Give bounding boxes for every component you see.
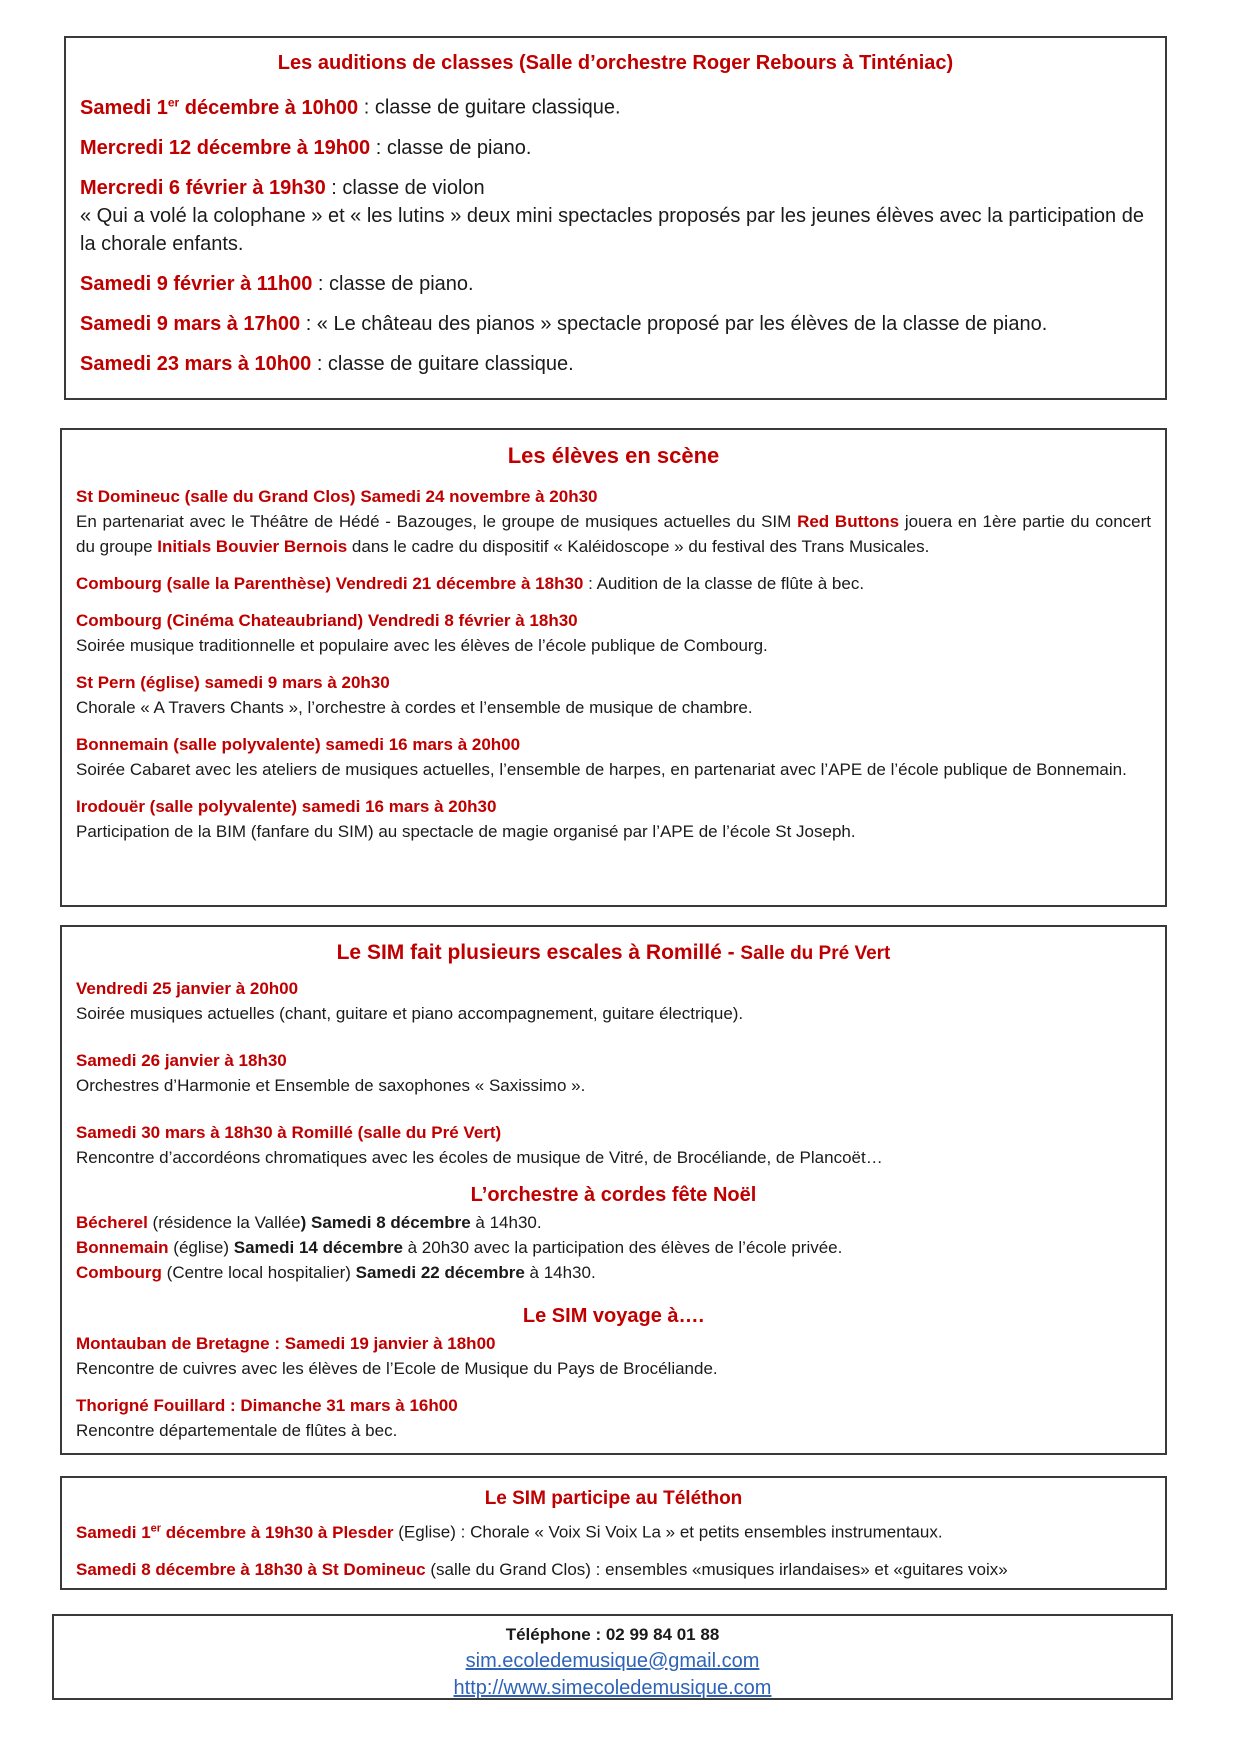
audition-item — [80, 88, 1151, 122]
audition-date: Samedi 23 mars à 10h00 — [80, 352, 312, 375]
event-item — [76, 732, 1151, 782]
event-head: Bonnemain (salle polyvalente) samedi 16 mars à 20h00 — [76, 735, 521, 754]
event-item — [76, 484, 1151, 559]
audition-item — [80, 134, 1151, 162]
phone-number: Téléphone : 02 99 84 01 88 — [505, 1625, 720, 1644]
event-item — [76, 670, 1151, 720]
event-desc: jouera en 1ère partie du concert du groupe — [76, 512, 1151, 556]
event-item — [76, 1048, 1151, 1098]
event-desc: Soirée musique traditionnelle et populaire avec les élèves de l’école publique de Combourg. — [76, 636, 768, 655]
auditions-section — [64, 36, 1167, 400]
auditions-title: Les auditions de classes (Salle d’orchestre Roger Rebours à Tinténiac) — [277, 52, 954, 74]
audition-desc: : « Le château des pianos » spectacle proposé par les élèves de la classe de piano. — [300, 312, 1048, 335]
audition-desc: : classe de piano. — [370, 136, 532, 159]
event-desc: Orchestres d’Harmonie et Ensemble de saxophones « Saxissimo ». — [76, 1076, 586, 1095]
event-item — [76, 1331, 1151, 1381]
event-item — [76, 1120, 1151, 1170]
event-desc: Chorale « A Travers Chants », l’orchestre à cordes et l’ensemble de musique de chambre. — [76, 698, 753, 717]
band-name: Red Buttons — [797, 512, 900, 531]
noel-title: L’orchestre à cordes fête Noël — [470, 1184, 757, 1206]
band-name: Initials Bouvier Bernois — [157, 537, 348, 556]
event-head: Irodouër (salle polyvalente) samedi 16 mars à 20h30 — [76, 797, 497, 816]
audition-desc: : classe de guitare classique. — [311, 352, 574, 375]
telethon-title: Le SIM participe au Téléthon — [484, 1488, 743, 1509]
event-head: Samedi 26 janvier à 18h30 — [76, 1051, 287, 1070]
event-item — [76, 608, 1151, 658]
event-item — [76, 1393, 1151, 1443]
event-desc: Rencontre de cuivres avec les élèves de l’Ecole de Musique du Pays de Brocéliande. — [76, 1359, 718, 1378]
event-head: Thorigné Fouillard : Dimanche 31 mars à 16h00 — [76, 1396, 458, 1415]
romille-title: Le SIM fait plusieurs escales à Romillé - Salle du Pré Vert — [336, 941, 891, 964]
audition-desc: : classe de guitare classique. — [358, 96, 621, 119]
audition-item — [80, 310, 1151, 338]
eleves-section — [60, 428, 1167, 907]
audition-date: Samedi 1er décembre à 10h00 — [80, 95, 359, 119]
audition-item — [80, 350, 1151, 378]
audition-extra: « Qui a volé la colophane » et « les lutins » deux mini spectacles proposés par les jeunes élèves avec la participation de la chorale enfants. — [80, 204, 1144, 255]
event-desc: Soirée musiques actuelles (chant, guitare et piano accompagnement, guitare électrique). — [76, 1004, 744, 1023]
audition-item — [80, 174, 1151, 258]
event-head: Samedi 30 mars à 18h30 à Romillé (salle du Pré Vert) — [76, 1123, 502, 1142]
romille-section — [60, 925, 1167, 1455]
noel-item: Bécherel (résidence la Vallée) Samedi 8 décembre à 14h30. — [76, 1213, 542, 1232]
event-head: Combourg (salle la Parenthèse) Vendredi 21 décembre à 18h30 — [76, 574, 584, 593]
eleves-title: Les élèves en scène — [507, 443, 720, 468]
audition-desc: : classe de piano. — [312, 272, 474, 295]
event-item — [76, 794, 1151, 844]
voyage-title: Le SIM voyage à…. — [522, 1305, 705, 1327]
event-item — [76, 976, 1151, 1026]
event-desc: Participation de la BIM (fanfare du SIM) au spectacle de magie organisé par l’APE de l’école St Joseph. — [76, 822, 856, 841]
event-head: Combourg (Cinéma Chateaubriand) Vendredi 8 février à 18h30 — [76, 611, 578, 630]
noel-item: Bonnemain (église) Samedi 14 décembre à 20h30 avec la participation des élèves de l’école privée. — [76, 1238, 843, 1257]
audition-date: Mercredi 6 février à 19h30 — [80, 176, 326, 199]
telethon-item: Samedi 8 décembre à 18h30 à St Domineuc (salle du Grand Clos) : ensembles «musiques irlandaises» et «guitares voix» — [76, 1559, 1008, 1579]
website-link[interactable]: http://www.simecoledemusique.com — [453, 1677, 772, 1699]
event-desc: Rencontre d’accordéons chromatiques avec les écoles de musique de Vitré, de Brocéliande, de Plancoët… — [76, 1148, 883, 1167]
email-link[interactable]: sim.ecoledemusique@gmail.com — [465, 1650, 760, 1672]
contact-section — [52, 1614, 1173, 1700]
event-head: Vendredi 25 janvier à 20h00 — [76, 979, 299, 998]
event-item — [76, 571, 1151, 596]
telethon-item: Samedi 1er décembre à 19h30 à Plesder (Eglise) : Chorale « Voix Si Voix La » et petits ensembles instrumentaux. — [76, 1522, 943, 1542]
event-desc: dans le cadre du dispositif « Kaléidoscope » du festival des Trans Musicales. — [347, 537, 930, 556]
event-desc: Soirée Cabaret avec les ateliers de musiques actuelles, l’ensemble de harpes, en partenariat avec l’APE de l’école publique de Bonnemain. — [76, 760, 1127, 779]
event-head: Montauban de Bretagne : Samedi 19 janvier à 18h00 — [76, 1334, 496, 1353]
event-desc: : Audition de la classe de flûte à bec. — [583, 574, 865, 593]
audition-desc: : classe de violon — [325, 176, 485, 199]
audition-date: Mercredi 12 décembre à 19h00 — [80, 136, 371, 159]
audition-item — [80, 270, 1151, 298]
event-desc: En partenariat avec le Théâtre de Hédé - Bazouges, le groupe de musiques actuelles du SIM — [76, 512, 798, 531]
event-desc: Rencontre départementale de flûtes à bec. — [76, 1421, 398, 1440]
event-head: St Pern (église) samedi 9 mars à 20h30 — [76, 673, 390, 692]
audition-date: Samedi 9 février à 11h00 — [80, 272, 313, 295]
event-head: St Domineuc (salle du Grand Clos) Samedi 24 novembre à 20h30 — [76, 487, 598, 506]
noel-item: Combourg (Centre local hospitalier) Samedi 22 décembre à 14h30. — [76, 1263, 596, 1282]
audition-date: Samedi 9 mars à 17h00 — [80, 312, 301, 335]
telethon-section — [60, 1476, 1167, 1590]
